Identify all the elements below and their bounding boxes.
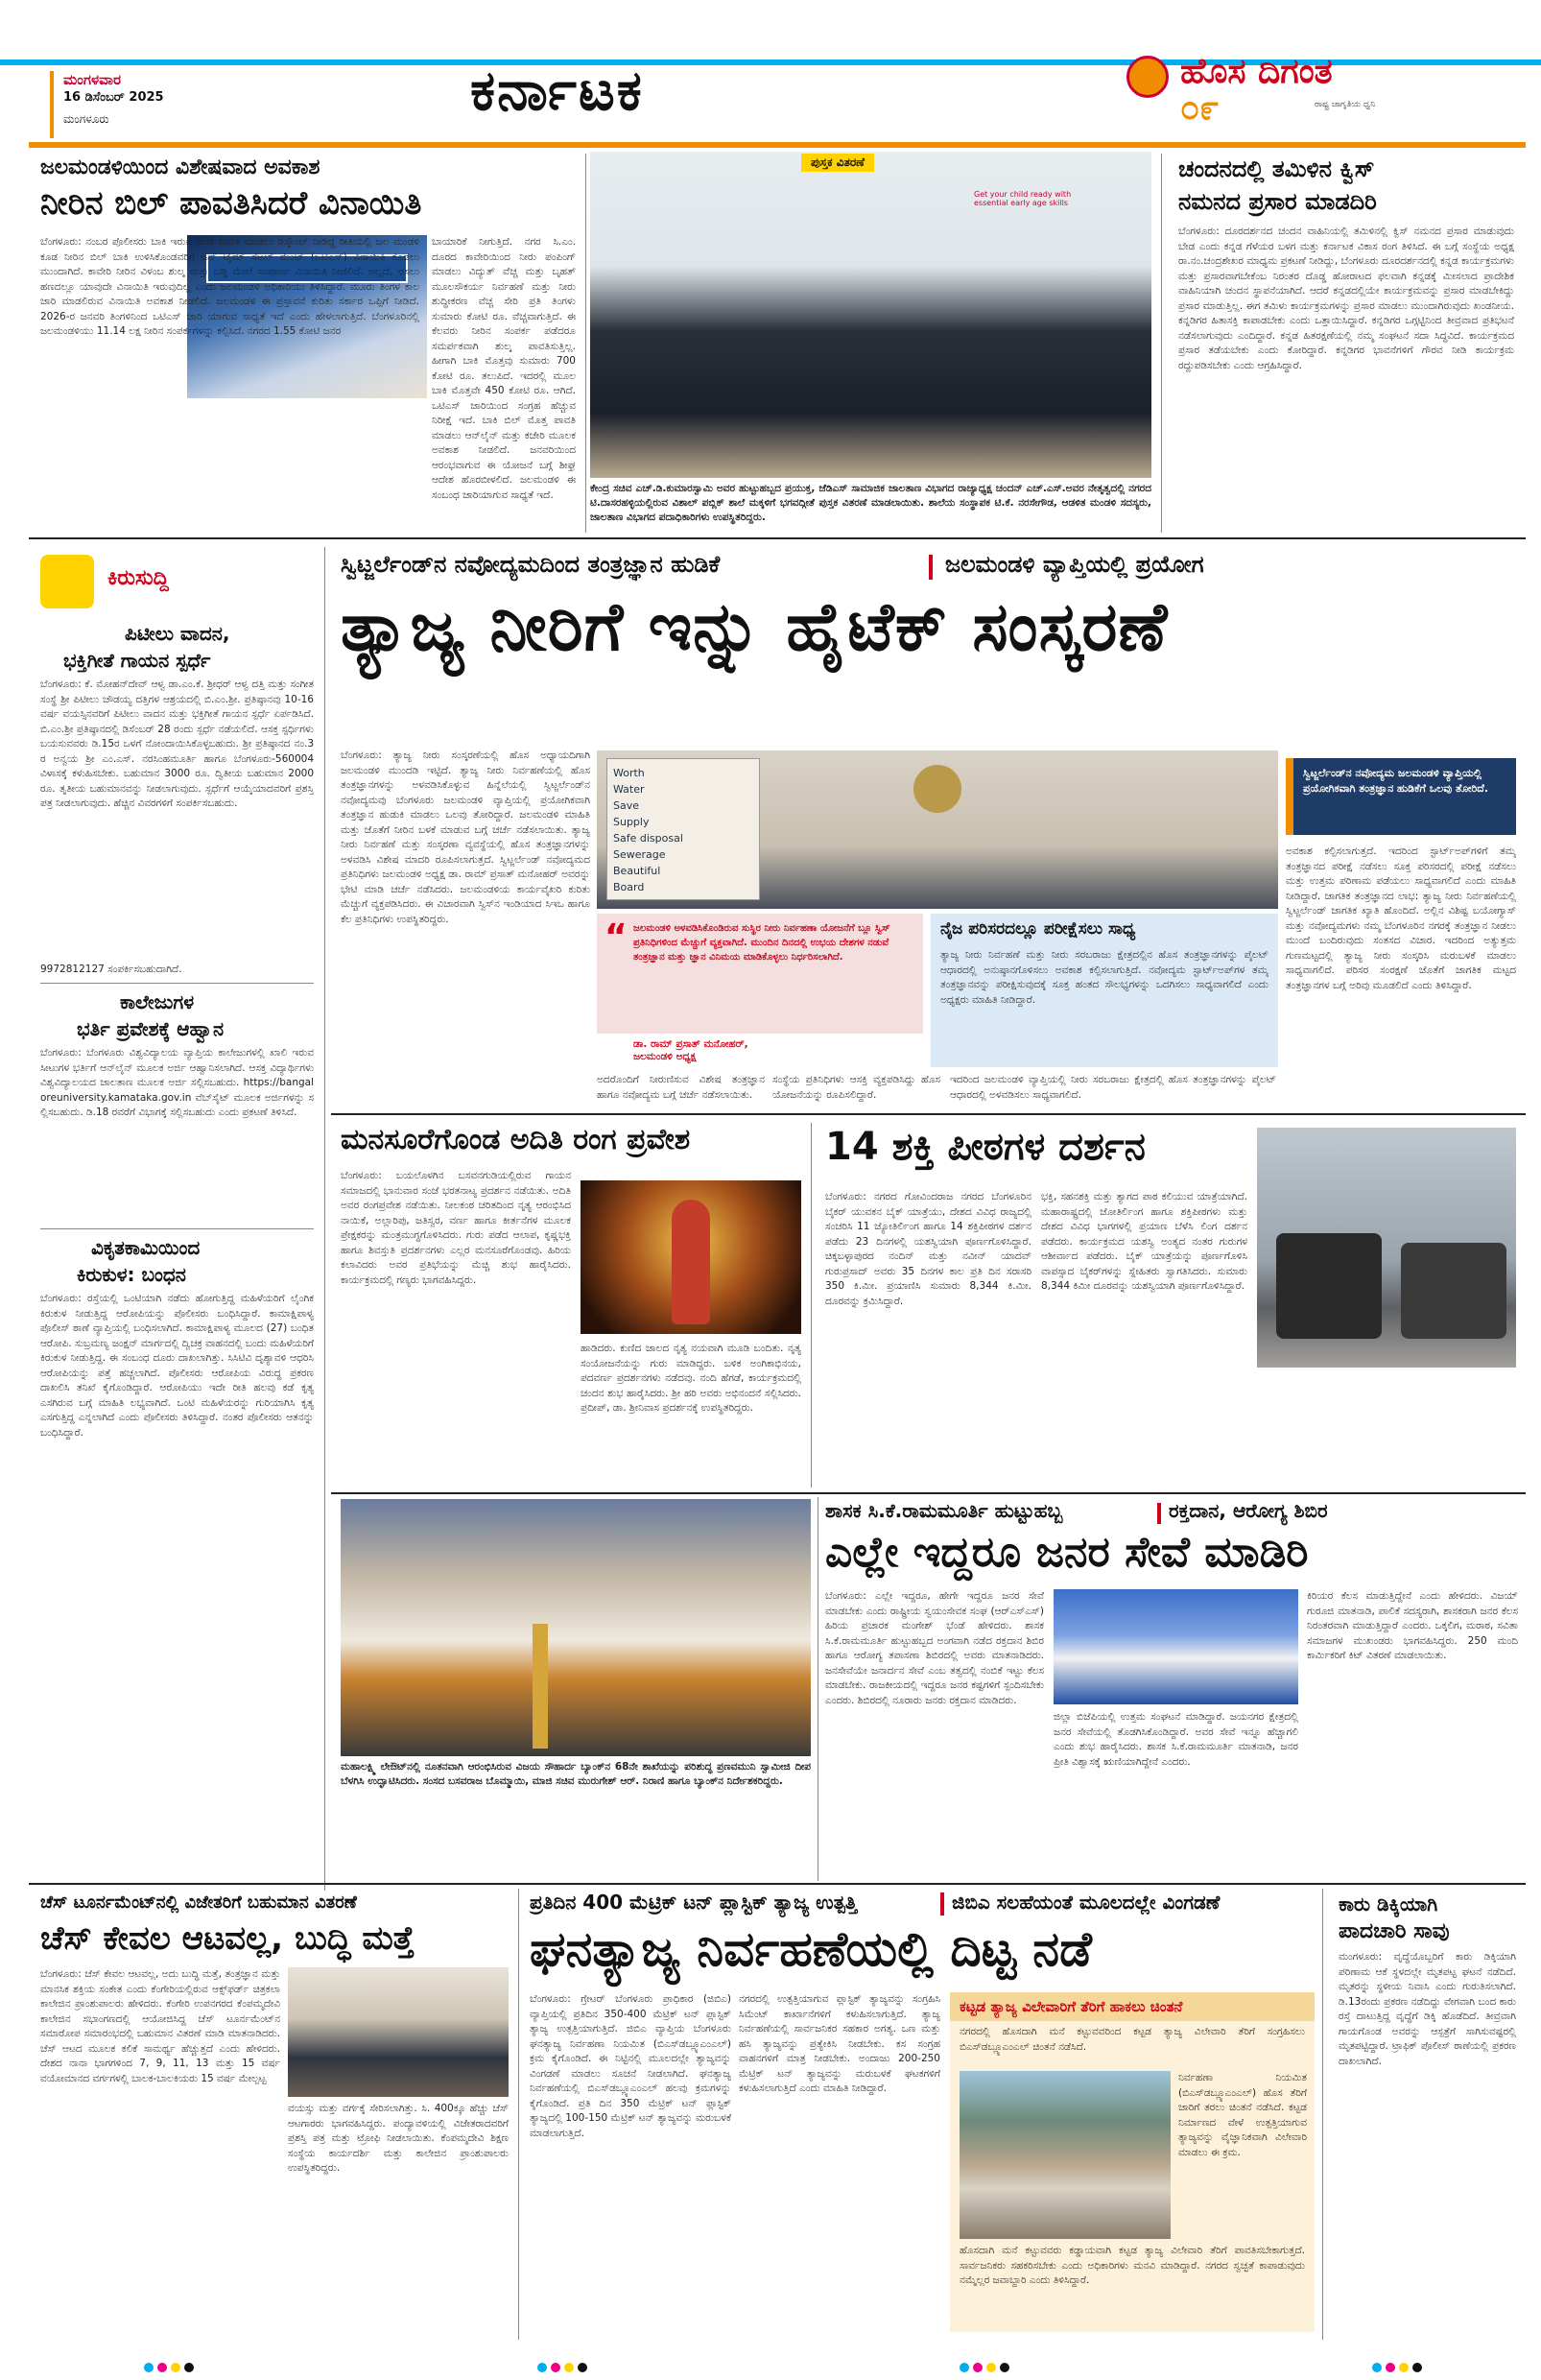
hitech-col1: ಬೆಂಗಳೂರು: ತ್ಯಾಜ್ಯ ನೀರು ಸಂಸ್ಕರಣೆಯಲ್ಲಿ ಹೊಸ ಅಧ್ಯಾಯದಿಗಾಗಿ ಜಲಮಂಡಳಿ ಮುಂದಡಿ ಇಟ್ಟಿದೆ. ತ್ಯಾಜ್ಯ ನೀರು ನಿರ್ವಹಣೆಯಲ್ಲಿ ಹೊಸ ತಂತ್ರಜ್ಞಾನಗಳನ್ನು ಅಳವಡಿಸಿಕೊಳ್ಳುವ ಹಿನ್ನೆಲೆಯಲ್ಲಿ ಸ್ವಿಟ್ಜರ್ಲೆಂಡ್‌ನ ನವೋದ್ಯಮವು ಬೆಂಗಳೂರು ಜಲಮಂಡಳಿ ವ್ಯಾಪ್ತಿಯಲ್ಲಿ ಪ್ರಯೋಗಿಕವಾಗಿ ತಂತ್ರಜ್ಞಾನ ಹುಡುಕಿ ಮಾಡಲು ಒಲವು ತೋರಿದ್ದಾರೆ. ಜಲಮಂಡಳಿ ಮಾಹಿತಿ ಮತ್ತು ಜೊತೆಗೆ ನೀರಿನ ಬಳಕೆ ಮಾಡುವ ಬಗ್ಗೆ ಚರ್ಚೆ ನಡೆಸಲಾಯಿತು. ತ್ಯಾಜ್ಯ ನೀರು ನಿರ್ವಹಣೆ ಮತ್ತು ಸಂಸ್ಕರಣಾ ವ್ಯವಸ್ಥೆಯಲ್ಲಿ ಹೊಸ ತಂತ್ರಜ್ಞಾನಗಳನ್ನು ಅಳವಡಿಸಿ ವಿಶೇಷ ಮಾದರಿ ರೂಪಿಸಲಾಗುತ್ತದೆ. ಸ್ವಿಟ್ಜರ್ಲೆಂಡ್ ನವೋದ್ಯಮದ ಪ್ರತಿನಿಧಿಗಳು ಜಲಮಂಡಳಿ ಅಧ್ಯಕ್ಷ ಡಾ. ರಾಮ್ ಪ್ರಸಾತ್ ಮನೋಹರ್ ಅವರನ್ನು ಭೇಟಿ ಮಾಡಿ ಚರ್ಚೆ ನಡೆಸಿದರು. ಜಲಮಂಡಳಿಯ ಕಾರ್ಯವೈಖರಿ ಕುರಿತು ಮೆಚ್ಚುಗೆ ವ್ಯಕ್ತಪಡಿಸಿದರು. ಈ ವಿಚಾರವಾಗಿ ಸ್ವಿಸ್‌ನ ಇಂಡಿಯಾದ ಸಿಇಒ ಹಾಗೂ ಕೆಲ ಪ್ರತಿನಿಧಿಗಳು ಉಪಸ್ಥಿತರಿದ್ದರು. [341, 750, 590, 925]
hitech-bottom-1: ಅದರೊಂದಿಗೆ ನೀರುಣಿಸುವ ವಿಶೇಷ ತಂತ್ರಜ್ಞಾನ ಹಾಗೂ ನವೋದ್ಯಮ ಬಗ್ಗೆ ಚರ್ಚೆ ನಡೆಸಲಾಯಿತು. [597, 1074, 765, 1101]
blood-donation-photo [1054, 1589, 1298, 1704]
section-rule [29, 1883, 1526, 1885]
col-divider [585, 154, 586, 533]
quote-text: ಜಲಮಂಡಳಿ ಅಳವಡಿಸಿಕೊಂಡಿರುವ ಸುಸ್ಥಿರ ನೀರು ನಿರ್ವಹಣಾ ಯೋಜನೆಗೆ ಬ್ಲೂ ಸ್ವಿಸ್ ಪ್ರತಿನಿಧಿಗಳಿಂದ ಮೆಚ್ಚುಗೆ ವ್ಯಕ್ತವಾಗಿದೆ. ಮುಂದಿನ ದಿನದಲ್ಲಿ ಉಭಯ ದೇಶಗಳ ನಡುವೆ ತಂತ್ರಜ್ಞಾನ ಮತ್ತು ಜ್ಞಾನ ವಿನಿಮಯ ಮಾಡಿಕೊಳ್ಳಲು ನಿರ್ಧರಿಸಲಾಗಿದೆ. [633, 923, 890, 963]
brand-tagline: ರಾಷ್ಟ್ರ ಜಾಗೃತಿಯ ಧ್ವನಿ [1315, 100, 1376, 109]
aditi-headline: ಮನಸೂರೆಗೊಂಡ ಅದಿತಿ ರಂಗ ಪ್ರವೇಶ [341, 1123, 691, 1156]
brand-logo [1123, 50, 1497, 128]
kirusuddi-label: ಕಿರುಸುದ್ದಿ [107, 566, 169, 590]
garbage-dump-photo [960, 2071, 1171, 2239]
kiru-1-phone: 9972812127 ಸಂಪರ್ಕಿಸಬಹುದಾಗಿದೆ. [40, 964, 182, 975]
waste-tax-box [950, 1992, 1315, 2332]
lamp-icon [1126, 56, 1169, 98]
motorcycle-2 [1401, 1243, 1506, 1339]
book-distribution-photo [590, 152, 1151, 478]
hitech-kicker-2: ಜಲಮಂಡಳಿ ವ್ಯಾಪ್ತಿಯಲ್ಲಿ ಪ್ರಯೋಗ [945, 551, 1204, 578]
header-day: ಮಂಗಳವಾರ [63, 71, 122, 88]
hitech-meeting-photo [597, 750, 1278, 909]
water-bill-headline: ನೀರಿನ ಬಿಲ್ ಪಾವತಿಸಿದರೆ ವಿನಾಯಿತಿ [40, 184, 422, 223]
aditi-col2: ಹಾಡಿದರು. ಕುಣಿದ ಜಾಲದ ನೃತ್ಯ ನಯವಾಗಿ ಮೂಡಿ ಬಂದಿತು. ನೃತ್ಯ ಸಂಯೋಜನೆಯನ್ನು ಗುರು ಮಾಡಿದ್ದರು. ಬಳಿಕ ಅಂಗಿಕಾಭಿನಯ, ಪದವರ್ಣ ಪ್ರದರ್ಶನಗಳು ನಡೆದವು. ನಂದಿ ಹೆಗಡೆ, ಕಾರ್ಯಕ್ರಮದಲ್ಲಿ ಚಂದನ ಶುಭ ಹಾರೈಸಿದರು. ಶ್ರೀ ಹರಿ ಅವರು ಅಭಿನಂದನೆ ಸಲ್ಲಿಸಿದರು. ಪ್ರದೀಪ್, ಡಾ. ಶ್ರೀನಿವಾಸ ಪ್ರದರ್ಶನಕ್ಕೆ ಉಪಸ್ಥಿತರಿದ್ದರು. [581, 1343, 801, 1414]
car-body: ಮಂಗಳೂರು: ವೃದ್ಧೆಯೊಬ್ಬರಿಗೆ ಕಾರು ಡಿಕ್ಕಿಯಾಗಿ ಪರಿಣಾಮ ಆಕೆ ಸ್ಥಳದಲ್ಲೇ ಮೃತಪಟ್ಟ ಘಟನೆ ನಡೆದಿದೆ. ಮೃತರನ್ನು ಸ್ಥಳೀಯ ನಿವಾಸಿ ಎಂದು ಗುರುತಿಸಲಾಗಿದೆ. ಡಿ.13ರಂದು ಪ್ರಕರಣ ನಡೆದಿದ್ದು ವೇಗವಾಗಿ ಬಂದ ಕಾರು ರಸ್ತೆ ದಾಟುತ್ತಿದ್ದ ವೃದ್ಧೆಗೆ ಡಿಕ್ಕಿ ಹೊಡೆದಿದೆ. ತೀವ್ರವಾಗಿ ಗಾಯಗೊಂಡ ಅವರನ್ನು ಆಸ್ಪತ್ರೆಗೆ ಸಾಗಿಸುವಷ್ಟರಲ್ಲಿ ಮೃತಪಟ್ಟಿದ್ದಾರೆ. ಟ್ರಾಫಿಕ್ ಪೊಲೀಸ್ ಠಾಣೆಯಲ್ಲಿ ಪ್ರಕರಣ ದಾಖಲಾಗಿದೆ. [1339, 1951, 1516, 2067]
ram-headline: ಎಲ್ಲೇ ಇದ್ದರೂ ಜನರ ಸೇವೆ ಮಾಡಿರಿ [825, 1528, 1309, 1577]
registration-marks-center-right [960, 2363, 1009, 2372]
hitech-kicker-1: ಸ್ವಿಟ್ಜರ್ಲೆಂಡ್‌ನ ನವೋದ್ಯಮದಿಂದ ತಂತ್ರಜ್ಞಾನ ಹುಡಿಕೆ [341, 551, 721, 578]
lamp-stand [533, 1624, 548, 1749]
aditi-col1: ಬೆಂಗಳೂರು: ಬಯಲೊಳಗಿನ ಬಸವನಗುಡಿಯಲ್ಲಿರುವ ಗಾಯನ ಸಮಾಜದಲ್ಲಿ ಭಾನುವಾರ ಸಂಜೆ ಭರತನಾಟ್ಯ ಪ್ರದರ್ಶನ ನಡೆಯಿತು. ಅದಿತಿ ಅವರ ರಂಗಪ್ರವೇಶ ನಡೆಯಿತು. ನೀಲಕಂಠ ಚರಿತದಿಂದ ನೃತ್ಯ ಆರಂಭಿಸಿದ ನಾಯಿಕೆ, ಅಲ್ಲಾರಿಪು, ಜತಿಸ್ವರ, ವರ್ಣ ಹಾಗೂ ಕೀರ್ತನೆಗಳ ಮೂಲಕ ಪ್ರೇಕ್ಷಕರನ್ನು ಮಂತ್ರಮುಗ್ಧಗೊಳಿಸಿದರು. ಗುರು ಪಡೆದ ಆಲಾಪ, ಕೃಷ್ಣಭಕ್ತಿ ಹಾಗೂ ಶಿವಸ್ತುತಿ ಪ್ರದರ್ಶನಗಳು ಎಲ್ಲರ ಮನಸೂರೆಗೊಂಡವು. ಹಿರಿಯ ಕಲಾವಿದರು ಅವರ ಪ್ರತಿಭೆಯನ್ನು ಮೆಚ್ಚಿ ಶುಭ ಹಾರೈಸಿದರು. ಕಾರ್ಯಕ್ರಮದಲ್ಲಿ ಗಣ್ಯರು ಭಾಗವಹಿಸಿದ್ದರು. [341, 1170, 571, 1286]
registration-marks-right [1372, 2363, 1422, 2372]
kicker-separator [929, 555, 933, 580]
kiru-1-body: ಬೆಂಗಳೂರು: ಕೆ. ಮೋಹನ್‌ದೇವ್ ಆಳ್ವ ಡಾ.ಎಂ.ಕೆ. ಶ್ರೀಧರ್ ಆಳ್ವ ದತ್ತಿ ಮತ್ತು ಸಂಗೀತ ಸಂಸ್ಥೆ ಶ್ರೀ ಪಿಟೀಲು ಚೌಡಯ್ಯ ದತ್ತಿಗಳ ಆಶ್ರಯದಲ್ಲಿ ಬಿ.ಎಂ.ಶ್ರೀ. ಪ್ರತಿಷ್ಠಾನವು 10-16 ವರ್ಷ ವಯಸ್ಸಿನವರಿಗೆ ಪಿಟೀಲು ವಾದನ ಮತ್ತು ಭಕ್ತಿಗೀತೆ ಗಾಯನ ಸ್ಪರ್ಧೆ ಏರ್ಪಡಿಸಿದೆ. ಬಿ.ಎಂ.ಶ್ರೀ ಪ್ರತಿಷ್ಠಾನದಲ್ಲಿ ಡಿಸೆಂಬರ್ 28 ರಂದು ಸ್ಪರ್ಧೆ ನಡೆಯಲಿದೆ. ಆಸಕ್ತ ಸ್ಪರ್ಧಿಗಳು ಬಯಸುವವರು ಡಿ.15ರ ಒಳಗೆ ನೋಂದಾಯಿಸಿಕೊಳ್ಳಬಹುದು. ಶ್ರೀ ಪ್ರತಿಷ್ಠಾನದ ನಂ.3 ರ ಅನ್ವಯ ಶ್ರೀ ಎಂ.ಎಸ್. ನರಸಿಂಹಮೂರ್ತಿ ಹಾಗೂ ಬೆಂಗಳೂರು-560004 ವಿಳಾಸಕ್ಕೆ ಕಳುಹಿಸಬೇಕು. ಬಹುಮಾನ 3000 ರೂ. ದ್ವಿತೀಯ ಬಹುಮಾನ 2000 ರೂ. ತೃತೀಯ ಬಹುಮಾನವನ್ನು ನೀಡಲಾಗುವುದು. ಸ್ಪರ್ಧೆಗೆ ಆಯ್ಕೆಯಾದವರಿಗೆ ಪ್ರಶಸ್ತಿ ಪತ್ರ ನೀಡಲಾಗುವುದು. ಹೆಚ್ಚಿನ ವಿವರಗಳಿಗೆ ಸಂಪರ್ಕಿಸಬಹುದು. [40, 678, 314, 809]
chess-headline: ಚೆಸ್ ಕೇವಲ ಆಟವಲ್ಲ, ಬುದ್ಧಿ ಮತ್ತೆ [40, 1919, 415, 1958]
kiru-2-body: ಬೆಂಗಳೂರು: ಬೆಂಗಳೂರು ವಿಶ್ವವಿದ್ಯಾಲಯ ವ್ಯಾಪ್ತಿಯ ಕಾಲೇಜುಗಳಲ್ಲಿ ಖಾಲಿ ಇರುವ ಸೀಟುಗಳ ಭರ್ತಿಗೆ ಆನ್‌ಲೈನ್ ಮೂಲಕ ಅರ್ಜಿ ಆಹ್ವಾನಿಸಲಾಗಿದೆ. ಆಸಕ್ತ ವಿದ್ಯಾರ್ಥಿಗಳು ವಿಶ್ವವಿದ್ಯಾಲಯದ ಜಾಲತಾಣ ಮೂಲಕ ಅರ್ಜಿ ಸಲ್ಲಿಸಬಹುದು. https://bangaloreuniversity.kamataka.gov.in ವೆಬ್‌ಸೈಟ್ ಮೂಲಕ ಅರ್ಜಿಗಳನ್ನು ಸಲ್ಲಿಸಬಹುದು. ಡಿ.18 ರವರೆಗೆ ವಿಭಾಗಕ್ಕೆ ಸಲ್ಲಿಸಬಹುದು ಎಂದು ಪ್ರಕಟಣೆ ತಿಳಿಸಿದೆ. [40, 1047, 314, 1118]
chess-col1: ಬೆಂಗಳೂರು: ಚೆಸ್ ಕೇವಲ ಆಟವಲ್ಲ, ಅದು ಬುದ್ಧಿ ಮತ್ತೆ, ತಂತ್ರಜ್ಞಾನ ಮತ್ತು ಮಾನಸಿಕ ಶಕ್ತಿಯ ಸಂಕೇತ ಎಂದು ಕೆಂಗೇರಿಯಲ್ಲಿರುವ ಆಕ್ಸ್‌ಫರ್ಡ್ ಚಿತ್ರಕಲಾ ಕಾಲೇಜಿನ ಪ್ರಾಂಶುಪಾಲರು ಹೇಳಿದರು. ಕೆಂಗೇರಿ ಉಪನಗರದ ಕೆಂಪಮ್ಮದೇವಿ ಕಾಲೇಜಿನ ಸಭಾಂಗಣದಲ್ಲಿ ಆಯೋಜಿಸಿದ್ದ ಚೆಸ್ ಟೂರ್ನಮೆಂಟ್‌ನ ಸಮಾರೋಪ ಸಮಾರಂಭದಲ್ಲಿ ಬಹುಮಾನ ವಿತರಣೆ ಮಾಡಿ ಮಾತನಾಡಿದರು. ಚೆಸ್ ಆಟದ ಮೂಲಕ ಕಲಿಕೆ ಸಾಮರ್ಥ್ಯ ಹೆಚ್ಚುತ್ತದೆ ಎಂದು ಹೇಳಿದರು. ದೇಶದ ನಾನಾ ಭಾಗಗಳಿಂದ 7, 9, 11, 13 ಮತ್ತು 15 ವರ್ಷ ವಯೋಮಾನದ ವರ್ಗಗಳಲ್ಲಿ ಬಾಲಕ-ಬಾಲಕಿಯರು 15 ವರ್ಷ ಮೇಲ್ಪಟ್ಟ [40, 1968, 280, 2084]
dancer-figure [672, 1200, 710, 1324]
section-rule [331, 1113, 1526, 1115]
kiru-3-headline-2: ಕಿರುಕುಳ: ಬಂಧನ [77, 1263, 186, 1286]
col-divider [1161, 154, 1162, 533]
header-date: 16 ಡಿಸೆಂಬರ್ 2025 [63, 90, 164, 105]
dancer-photo [581, 1180, 801, 1334]
car-headline-1: ಕಾರು ಡಿಕ್ಕಿಯಾಗಿ [1339, 1892, 1438, 1916]
chess-kicker: ಚೆಸ್ ಟೂರ್ನಮೆಂಟ್‌ನಲ್ಲಿ ವಿಜೇತರಿಗೆ ಬಹುಮಾನ ವಿತರಣೆ [40, 1892, 357, 1913]
tax-box-side: ನಿರ್ವಹಣಾ ನಿಯಮಿತ (ಬಿಎಸ್‌ಡಬ್ಲ್ಯೂಎಂಎಲ್) ಹೊಸ ತೆರಿಗೆ ಜಾರಿಗೆ ತರಲು ಚಿಂತನೆ ನಡೆಸಿದೆ. ಕಟ್ಟಡ ನಿರ್ಮಾಣದ ವೇಳೆ ಉತ್ಪತ್ತಿಯಾಗುವ ತ್ಯಾಜ್ಯವನ್ನು ವೈಜ್ಞಾನಿಕವಾಗಿ ವಿಲೇವಾರಿ ಮಾಡಲು ಈ ಕ್ರಮ. [1178, 2072, 1307, 2158]
kiru-2-headline-1: ಕಾಲೇಜುಗಳ [120, 990, 195, 1013]
hitech-right-col: ಅವಕಾಶ ಕಲ್ಪಿಸಲಾಗುತ್ತದೆ. ಇದರಿಂದ ಸ್ಟಾರ್ಟ್‌ಅಪ್‌ಗಳಿಗೆ ತಮ್ಮ ತಂತ್ರಜ್ಞಾನದ ಪರೀಕ್ಷೆ ನಡೆಸಲು ಸೂಕ್ತ ಪರಿಸರದಲ್ಲಿ ಪರೀಕ್ಷೆ ನಡೆಸಲು ಮತ್ತು ಉತ್ತಮ ಪರಿಣಾಮ ಪಡೆಯಲು ಸಾಧ್ಯವಾಗಲಿದೆ ಎಂದು ಮಾಹಿತಿ ನೀಡಿದ್ದಾರೆ. ಜಾಗತಿಕ ತಂತ್ರಜ್ಞಾನದ ಲಾಭ: ತ್ಯಾಜ್ಯ ನೀರು ನಿರ್ವಹಣೆಯಲ್ಲಿ ಸ್ವಿಟ್ಜರ್ಲೆಂಡ್ ಜಾಗತಿಕ ಖ್ಯಾತಿ ಹೊಂದಿದೆ. ಅಲ್ಲಿನ ವಿಶಿಷ್ಟ ಬಯೋಗ್ಯಾಸ್ ಮತ್ತು ನವೋದ್ಯಮಗಳು ನಮ್ಮ ಬೆಂಗಳೂರಿನ ನಗರಕ್ಕೆ ತಂತ್ರಜ್ಞಾನ ನೀಡಲು ಮುಂದೆ ಬಂದಿರುವುದು ಸಂತಸದ ವಿಚಾರ. ಇದರಿಂದ ಅತ್ಯುತ್ತಮ ಗುಣಮಟ್ಟದಲ್ಲಿ ತ್ಯಾಜ್ಯ ನೀರು ಸಂಸ್ಕರಿಸಿ ಮರುಬಳಕೆ ಮಾಡಲು ಸಾಧ್ಯವಾಗಲಿದೆ. ಪರಿಸರ ಸಂರಕ್ಷಣೆ ಜೊತೆಗೆ ಜಾಗತಿಕ ಮಟ್ಟದ ತಂತ್ರಜ್ಞಾನಗಳ ಬಗ್ಗೆ ಅರಿವು ಮೂಡಲಿದೆ ಎಂದು ತಿಳಿಸಿದ್ದಾರೆ. [1286, 845, 1516, 991]
kicker-separator [1157, 1503, 1161, 1524]
registration-marks-center-left [537, 2363, 587, 2372]
brand-name: ಹೊಸ ದಿಗಂತ [1180, 52, 1333, 91]
bank-inauguration-photo [341, 1499, 811, 1756]
kiru-3-headline-1: ವಿಕೃತಕಾಮಿಯಿಂದ [91, 1236, 201, 1259]
section-rule [331, 1492, 1526, 1494]
tax-box-body: ನಗರದಲ್ಲಿ ಹೊಸದಾಗಿ ಮನೆ ಕಟ್ಟುವವರಿಂದ ಕಟ್ಟಡ ತ್ಯಾಜ್ಯ ವಿಲೇವಾರಿ ತೆರಿಗೆ ಸಂಗ್ರಹಿಸಲು ಬಿಎಸ್‌ಡಬ್ಲ್ಯೂಎಂಎಲ್ ಚಿಂತನೆ ನಡೆಸಿದೆ. [960, 2026, 1305, 2053]
kiru-divider [40, 1228, 314, 1229]
kiru-2-headline-2: ಭರ್ತಿ ಪ್ರವೇಶಕ್ಕೆ ಆಹ್ವಾನ [77, 1017, 225, 1040]
tax-box-bottom: ಹೊಸದಾಗಿ ಮನೆ ಕಟ್ಟುವವರು ಕಡ್ಡಾಯವಾಗಿ ಕಟ್ಟಡ ತ್ಯಾಜ್ಯ ವಿಲೇವಾರಿ ತೆರಿಗೆ ಪಾವತಿಸಬೇಕಾಗುತ್ತದೆ. ಸಾರ್ವಜನಿಕರು ಸಹಕರಿಸಬೇಕು ಎಂದು ಅಧಿಕಾರಿಗಳು ಮನವಿ ಮಾಡಿದ್ದಾರೆ. ನಗರದ ಸ್ವಚ್ಛತೆ ಕಾಪಾಡುವುದು ನಮ್ಮೆಲ್ಲರ ಜವಾಬ್ದಾರಿ ಎಂದು ತಿಳಿಸಿದ್ದಾರೆ. [960, 2245, 1305, 2286]
ram-col2: ಜಿಲ್ಲಾ ಬಿಜೆಪಿಯಲ್ಲಿ ಉತ್ತಮ ಸಂಘಟನೆ ಮಾಡಿದ್ದಾರೆ. ಜಯನಗರ ಕ್ಷೇತ್ರದಲ್ಲಿ ಜನರ ಸೇವೆಯಲ್ಲಿ ತೊಡಗಿಸಿಕೊಂಡಿದ್ದಾರೆ. ಅವರ ಸೇವೆ ಇನ್ನೂ ಹೆಚ್ಚಾಗಲಿ ಎಂದು ಶುಭ ಹಾರೈಸಿದರು. ಶಾಸಕ ಸಿ.ಕೆ.ರಾಮಮೂರ್ತಿ ಮಾತನಾಡಿ, ಜನರ ಪ್ರೀತಿ ವಿಶ್ವಾಸಕ್ಕೆ ಋಣಿಯಾಗಿದ್ದೇನೆ ಎಂದರು. [1054, 1711, 1298, 1768]
water-bill-col1: ಬೆಂಗಳೂರು: ನಂಬರ ಪೊಲೀಸರು ಬಾಕಿ ಇರುವ ದಂಡ ಪಾವತಿ ಮಾಡಲು ಡಿಸ್ಕೌಂಟ್ ನೀಡಿದ್ದ ರೀತಿಯಲ್ಲಿ ಜಲ ಮಂಡಳಿ ಕೂಡ ನೀರಿನ ಬಿಲ್ ಬಾಕಿ ಉಳಿಸಿಕೊಂಡವರಿಗೆ ಒನ್ ಟೈಮ್ ಸೆಟಲ್ ಮೆಂಟ್ (ಒಟಿಎಸ್) ವಿನಾಯಿತಿ ಕೊಡಲು ಮುಂದಾಗಿದೆ. ಕಾವೇರಿ ನೀರಿನ ವಿಳಂಬ ಶುಲ್ಕ ಮತ್ತು ಬಡ್ಡಿ ಮೇಲೆ ಸಂಪೂರ್ಣ ವಿನಾಯಿತಿ ನೀಡಲಿದೆ. ಅಲ್ಲದೆ, ಅಸಲು ಹಣದಲ್ಲೂ ಯಾವುದೇ ವಿನಾಯಿತಿ ಇರುವುದಿಲ್ಲ ಎಂದು ಜಲಮಂಡಳಿ ಅಧಿಕಾರಿಯು ತಿಳಿಸಿದ್ದಾರೆ. ಮೂರು ತಿಂಗಳ ಕಾಲ ಜಾರಿ ಮಾಡಲಿರುವ ವಿನಾಯಿತಿ ಅವಕಾಶ ನೀಡಲಿದೆ. ಜಲಮಂಡಳಿ ಈ ಪ್ರಸ್ತಾವನೆ ಕುರಿತು ಸರ್ಕಾರ ಒಪ್ಪಿಗೆ ನೀಡಿದೆ. 2026-ರ ಜನವರಿ ತಿಂಗಳಿನಿಂದ ಒಟಿಎಸ್ ಜಾರಿ ಯಾಗುವ ಸಾಧ್ಯತೆ ಇದೆ ಎಂದು ಹೇಳಲಾಗುತ್ತಿದೆ. ಬೆಂಗಳೂರಿನಲ್ಲಿ ಜಲಮಂಡಳಿಯು 11.14 ಲಕ್ಷ ನೀರಿನ ಸಂಪರ್ಕಗಳನ್ನು ಕಲ್ಪಿಸಿದೆ. ನಗರದ 1.55 ಕೋಟಿ ಜನರ [40, 236, 419, 337]
chess-col2: ವಯಸ್ಸು ಮತ್ತು ವರ್ಗಕ್ಕೆ ಸೇರಿಸಲಾಗಿತ್ತು. ಸಿ. 400ಕ್ಕೂ ಹೆಚ್ಚು ಚೆಸ್ ಆಟಗಾರರು ಭಾಗವಹಿಸಿದ್ದರು. ಪಂದ್ಯಾವಳಿಯಲ್ಲಿ ವಿಜೇತರಾದವರಿಗೆ ಪ್ರಶಸ್ತಿ ಪತ್ರ ಮತ್ತು ಟ್ರೋಫಿ ನೀಡಲಾಯಿತು. ಕೆಂಪಮ್ಮದೇವಿ ಶಿಕ್ಷಣ ಸಂಸ್ಥೆಯ ಕಾರ್ಯದರ್ಶಿ ಮತ್ತು ಕಾಲೇಜಿನ ಪ್ರಾಂಶುಪಾಲರು ಉಪಸ್ಥಿತರಿದ್ದರು. [288, 2103, 509, 2174]
kiru-1-headline-2: ಭಕ್ತಿಗೀತೆ ಗಾಯನ ಸ್ಪರ್ಧೆ [63, 649, 211, 672]
ram-kicker-1: ಶಾಸಕ ಸಿ.ಕೆ.ರಾಮಮೂರ್ತಿ ಹುಟ್ಟುಹಬ್ಬ [825, 1499, 1063, 1522]
hand-icon [40, 555, 94, 608]
header-city: ಮಂಗಳೂರು [63, 112, 109, 126]
header-underline [29, 142, 1526, 148]
col-divider [324, 547, 325, 1891]
tamil-headline-2: ನಮನದ ಪ್ರಸಾರ ಮಾಡದಿರಿ [1178, 188, 1377, 215]
quote-icon: “ [605, 917, 628, 957]
tamil-body: ಬೆಂಗಳೂರು: ದೂರದರ್ಶನದ ಚಂದನ ವಾಹಿನಿಯಲ್ಲಿ ತಮಿಳಿನಲ್ಲಿ ಕ್ವಿಸ್ ನಮನದ ಪ್ರಸಾರ ಮಾಡುವುದು ಬೇಡ ಎಂದು ಕನ್ನಡ ಗೆಳೆಯರ ಬಳಗ ಮತ್ತು ಕರ್ನಾಟಕ ವಿಕಾಸ ರಂಗ ತಿಳಿಸಿದೆ. ಈ ಬಗ್ಗೆ ಸಂಸ್ಥೆಯ ಅಧ್ಯಕ್ಷ ರಾ.ನಂ.ಚಂದ್ರಶೇಖರ ಮಾಧ್ಯಮ ಪ್ರಕಟಣೆ ನೀಡಿದ್ದು, ಬೆಂಗಳೂರು ದೂರದರ್ಶನದಲ್ಲಿ ಕನ್ನಡ ಕಾರ್ಯಕ್ರಮಗಳು ಮತ್ತು ಪ್ರಸಾರವಾಗಬೇಕೆಂಬ ನಿರಂತರ ದೊಡ್ಡ ಹೋರಾಟದ ಫಲವಾಗಿ ಕನ್ನಡಕ್ಕೆ ಮೀಸಲಾದ ಪ್ರಾದೇಶಿಕ ವಾಹಿನಿಯಾಗಿ ಚಂದನ ಸ್ಥಾಪನೆಯಾಗಿದೆ. ಆದರೆ ಕನ್ನಡದಲ್ಲಿಯೇ ಕಾರ್ಯಕ್ರಮವನ್ನು ಪ್ರಸಾರ ಮಾಡಬೇಕಿದ್ದು ಪ್ರಸಾರ ಮಾಡುತ್ತಿಲ್ಲ. ಈಗ ತಮಿಳು ಕಾರ್ಯಕ್ರಮಗಳನ್ನು ಪ್ರಸಾರ ಮಾಡಲು ಮುಂದಾಗಿರುವುದು ಖಂಡನೀಯ. ಕನ್ನಡಿಗರ ಹಿತಾಸಕ್ತಿ ಕಾಪಾಡಬೇಕು ಎಂದು ಒತ್ತಾಯಿಸಿದ್ದಾರೆ. ಕನ್ನಡಿಗರ ಒಗ್ಗಟ್ಟಿನಿಂದ ತೀವ್ರವಾದ ಪ್ರತಿಭಟನೆ ನಡೆಸಲಾಗುವುದು ಎಂದಿದ್ದಾರೆ. ಕನ್ನಡ ಹಿತರಕ್ಷಣೆಯಲ್ಲಿ ನಮ್ಮ ಸಂಘಟನೆ ಸದಾ ಸಿದ್ಧವಿದೆ. ಕಾರ್ಯಕ್ರಮದ ಪ್ರಸಾರ ತಡೆಯಬೇಕು ಎಂದು ಕೋರಿದ್ದಾರೆ. ಕನ್ನಡಿಗರ ಭಾವನೆಗಳಿಗೆ ಗೌರವ ನೀಡಿ ಕಾರ್ಯಕ್ರಮ ರದ್ದುಪಡಿಸಬೇಕು ಎಂದು ಆಗ್ರಹಿಸಿದ್ದಾರೆ. [1178, 226, 1514, 371]
kicker-separator [940, 1892, 944, 1916]
section-title: ಕರ್ನಾಟಕ [470, 58, 644, 123]
water-bill-col2: ಬಾಯಾರಿಕೆ ನೀಗುತ್ತಿದೆ. ನಗರ ಸಿ.ಎಂ. ದೂರದ ಕಾವೇರಿಯಿಂದ ನೀರು ಪಂಪಿಂಗ್ ಮಾಡಲು ವಿದ್ಯುತ್ ವೆಚ್ಚ ಮತ್ತು ಬೃಹತ್ ಮೂಲಸೌಕರ್ಯ ನಿರ್ವಹಣೆ ಮತ್ತು ನೀರು ಶುದ್ಧೀಕರಣ ವೆಚ್ಚ ಸೇರಿ ಪ್ರತಿ ತಿಂಗಳು ಸುಮಾರು ಕೋಟಿ ರೂ. ವೆಚ್ಚವಾಗುತ್ತಿದೆ. ಈ ಕೆಲವರು ನೀರಿನ ಸಂಪರ್ಕ ಪಡೆದರೂ ಸಮರ್ಪಕವಾಗಿ ಶುಲ್ಕ ಪಾವತಿಸುತ್ತಿಲ್ಲ. ಹೀಗಾಗಿ ಬಾಕಿ ಮೊತ್ತವು ಸುಮಾರು 700 ಕೋಟಿ ರೂ. ತಲುಪಿದೆ. ಇದರಲ್ಲಿ ಮೂಲ ಬಾಕಿ ಮೊತ್ತವೇ 450 ಕೋಟಿ ರೂ. ಆಗಿದೆ. ಒಟಿಎಸ್ ಜಾರಿಯಿಂದ ಸಂಗ್ರಹ ಹೆಚ್ಚುವ ನಿರೀಕ್ಷೆ ಇದೆ. ಬಾಕಿ ಬಿಲ್ ಮೊತ್ತ ಪಾವತಿ ಮಾಡಲು ಆನ್‌ಲೈನ್ ಮತ್ತು ಕಚೇರಿ ಮೂಲಕ ಅವಕಾಶ ನೀಡಲಿದೆ. ಜನವರಿಯಿಂದ ಆರಂಭವಾಗುವ ಈ ಯೋಜನೆ ಬಗ್ಗೆ ಶೀಘ್ರ ಆದೇಶ ಹೊರಬೀಳಲಿದೆ. ಜಲಮಂಡಳಿ ಈ ಸಂಬಂಧ ಜಾರಿಯಾಗುವ ಸಾಧ್ಯತೆ ಇದೆ. [432, 236, 576, 501]
banner-text: Get your child ready with essential early age skills [974, 190, 1072, 207]
hitech-quote-box [597, 914, 923, 1034]
quote-attribution: ಡಾ. ರಾಮ್ ಪ್ರಸಾತ್ ಮನೋಹರ್, ಜಲಮಂಡಳಿ ಅಧ್ಯಕ್ಷ [633, 1038, 748, 1062]
header-date-bar [50, 71, 54, 138]
section-rule [29, 537, 1526, 539]
board-logo: Worth Water Save Supply Safe disposal Sewerage Beautiful Board [606, 758, 760, 900]
sidebar-box-text: ಸ್ವಿಟ್ಜರ್ಲೆಂಡ್‌ನ ನವೋದ್ಯಮ ಜಲಮಂಡಳಿ ವ್ಯಾಪ್ತಿಯಲ್ಲಿ ಪ್ರಯೋಗಿಕವಾಗಿ ತಂತ್ರಜ್ಞಾನ ಹುಡಿಕೆಗೆ ಒಲವು ತೋರಿದೆ. [1303, 767, 1489, 795]
waste-headline: ಘನತ್ಯಾಜ್ಯ ನಿರ್ವಹಣೆಯಲ್ಲಿ ದಿಟ್ಟ ನಡೆ [530, 1921, 1092, 1977]
car-headline-2: ಪಾದಚಾರಿ ಸಾವು [1339, 1919, 1450, 1943]
shakti-col1: ಬೆಂಗಳೂರು: ನಗರದ ಗೋವಿಂದರಾಜ ನಗರದ ಬೆಂಗಳೂರಿನ ಬೈಕರ್ ಯುವಕನ ಬೈಕ್ ಯಾತ್ರೆಯು, ದೇಶದ ವಿವಿಧ ರಾಜ್ಯದಲ್ಲಿ ಸಂಚರಿಸಿ 11 ಜ್ಯೋತಿರ್ಲಿಂಗ ಹಾಗೂ 14 ಶಕ್ತಿಪೀಠಗಳ ದರ್ಶನ ಪಡೆದು 23 ದಿನಗಳಲ್ಲಿ ಯಶಸ್ವಿಯಾಗಿ ಪೂರ್ಣಗೊಳಿಸಿದ್ದಾರೆ. ಚಿಕ್ಕಬಳ್ಳಾಪುರದ ನಂದಿನ್ ಮತ್ತು ನವೀನ್ ಯಾದವ್ ಗುರುಪ್ರಸಾದ್ ಅವರು 35 ದಿನಗಳ ಕಾಲ ಪ್ರತಿ ದಿನ ಸರಾಸರಿ 350 ಕಿ.ಮೀ. ಪ್ರಯಾಣಿಸಿ ಸುಮಾರು 8,344 ಕಿ.ಮೀ. ದೂರವನ್ನು ಕ್ರಮಿಸಿದ್ದಾರೆ. [825, 1191, 1031, 1307]
motorcycle-1 [1276, 1233, 1382, 1339]
info-box-body: ತ್ಯಾಜ್ಯ ನೀರು ನಿರ್ವಹಣೆ ಮತ್ತು ನೀರು ಸರಬರಾಜು ಕ್ಷೇತ್ರದಲ್ಲಿನ ಹೊಸ ತಂತ್ರಜ್ಞಾನಗಳನ್ನು ಪೈಲಟ್ ಆಧಾರದಲ್ಲಿ ಅನುಷ್ಠಾನಗೊಳಿಸಲು ಅವಕಾಶ ಕಲ್ಪಿಸಲಾಗುತ್ತಿದೆ. ನವೋದ್ಯಮ ಸ್ಟಾರ್ಟ್‌ಅಪ್‌ಗಳ ತಮ್ಮ ತಂತ್ರಜ್ಞಾನವನ್ನು ಪರೀಕ್ಷಿಸುವುದಕ್ಕೆ ಸೂಕ್ತ ಹಂತದ ಸೌಲಭ್ಯಗಳನ್ನು ಒದಗಿಸಲು ಸಾಧ್ಯವಾಗಲಿದೆ ಎಂದು ಅಧ್ಯಕ್ಷರು ಮಾಹಿತಿ ನೀಡಿದ್ದಾರೆ. [940, 949, 1268, 1006]
registration-marks-left [144, 2363, 194, 2372]
hitech-headline: ತ್ಯಾಜ್ಯ ನೀರಿಗೆ ಇನ್ನು ಹೈಟೆಕ್ ಸಂಸ್ಕರಣೆ [341, 587, 1169, 666]
info-box-title: ನೈಜ ಪರಿಸರದಲ್ಲೂ ಪರೀಕ್ಷೆಸಲು ಸಾಧ್ಯ [940, 919, 1136, 939]
hitech-info-box [931, 914, 1278, 1067]
waste-col1: ಬೆಂಗಳೂರು: ಗ್ರೇಟರ್ ಬೆಂಗಳೂರು ಪ್ರಾಧಿಕಾರ (ಜಿಬಿಎ) ವ್ಯಾಪ್ತಿಯಲ್ಲಿ ಪ್ರತಿದಿನ 350-400 ಮೆಟ್ರಿಕ್ ಟನ್ ಪ್ಲಾಸ್ಟಿಕ್ ತ್ಯಾಜ್ಯ ಉತ್ಪತ್ತಿಯಾಗುತ್ತಿದೆ. ಜಿಬಿಎ ವ್ಯಾಪ್ತಿಯ ಬೆಂಗಳೂರು ಘನತ್ಯಾಜ್ಯ ನಿರ್ವಹಣಾ ನಿಯಮಿತ (ಬಿಎಸ್‌ಡಬ್ಲ್ಯೂಎಂಎಲ್) ಕ್ರಮ ಕೈಗೊಂಡಿದೆ. ಈ ನಿಟ್ಟಿನಲ್ಲಿ ಮೂಲದಲ್ಲೇ ತ್ಯಾಜ್ಯವನ್ನು ವಿಂಗಡಣೆ ಮಾಡಲು ಸೂಚನೆ ನೀಡಲಾಗಿದೆ. ಘನತ್ಯಾಜ್ಯ ನಿರ್ವಹಣೆಯಲ್ಲಿ ಬಿಎಸ್‌ಡಬ್ಲ್ಯೂಎಂಎಲ್ ಹಲವು ಕ್ರಮಗಳನ್ನು ಕೈಗೊಂಡಿದೆ. ಪ್ರತಿ ದಿನ 350 ಮೆಟ್ರಿಕ್ ಟನ್ ಪ್ಲಾಸ್ಟಿಕ್ ತ್ಯಾಜ್ಯದಲ್ಲಿ 100-150 ಮೆಟ್ರಿಕ್ ಟನ್ ತ್ಯಾಜ್ಯವನ್ನು ಮರುಬಳಕೆ ಮಾಡಲಾಗುತ್ತಿದೆ. [530, 1993, 731, 2139]
ram-col3: ಕಿರಿಯರ ಕೆಲಸ ಮಾಡುತ್ತಿದ್ದೇನೆ ಎಂದು ಹೇಳಿದರು. ವಿಜಯ್ ಗುರೂಜಿ ಮಾತನಾಡಿ, ಪಾಲಿಕೆ ಸದಸ್ಯರಾಗಿ, ಶಾಸಕರಾಗಿ ಜನರ ಕೆಲಸ ನಿರಂತರವಾಗಿ ಮಾಡುತ್ತಿದ್ದಾರೆ ಎಂದರು. ಒಕ್ಕಲಿಗ, ಮರಾಠ, ಸವಿತಾ ಸಮಾಜಗಳ ಮುಖಂಡರು ಭಾಗವಹಿಸಿದ್ದರು. 250 ಮಂದಿ ಕಾರ್ಮಿಕರಿಗೆ ಕಿಟ್ ವಿತರಣೆ ಮಾಡಲಾಯಿತು. [1307, 1590, 1518, 1661]
bikers-photo [1257, 1128, 1516, 1368]
ram-kicker-2: ರಕ್ತದಾನ, ಆರೋಗ್ಯ ಶಿಬಿರ [1169, 1499, 1328, 1522]
kiru-divider [40, 983, 314, 984]
shakti-col2: ಭಕ್ತಿ, ಸಹನಶಕ್ತಿ ಮತ್ತು ತ್ಯಾಗದ ಪಾಠ ಕಲಿಯುವ ಯಾತ್ರೆಯಾಗಿದೆ. ಮಹಾರಾಷ್ಟ್ರದಲ್ಲಿ ಜೋತಿರ್ಲಿಂಗ ಹಾಗೂ ಶಕ್ತಿಪೀಠಗಳು ಮತ್ತು ದೇಶದ ವಿವಿಧ ಭಾಗಗಳಲ್ಲಿ ಪ್ರಯಾಣ ಬೆಳೆಸಿ ಲಿಂಗ ದರ್ಶನ ಪಡೆದರು. ಕಾರ್ಯಕ್ರಮದ ಯಶಸ್ವಿ ಅಂತ್ಯದ ನಂತರ ಗುರುಗಳ ಆಶೀರ್ವಾದ ಪಡೆದರು. ಬೈಕ್ ಯಾತ್ರೆಯನ್ನು ಪೂರ್ಣಗೊಳಿಸಿ ವಾಪಸ್ಸಾದ ಬೈಕರ್‌ಗಳನ್ನು ಸ್ನೇಹಿತರು ಸ್ವಾಗತಿಸಿದರು. ಸುಮಾರು 8,344 ಕಿಮೀ ದೂರವನ್ನು ಯಶಸ್ವಿಯಾಗಿ ಪೂರ್ಣಗೊಳಿಸಿದ್ದಾರೆ. [1041, 1191, 1247, 1292]
bank-caption: ಮಹಾಲಕ್ಷ್ಮಿ ಲೇಔಟ್‌ನಲ್ಲಿ ನೂತನವಾಗಿ ಆರಂಭಿಸಿರುವ ವಿಜಯ ಸೌಹಾರ್ದ ಬ್ಯಾಂಕ್‌ನ 68ನೇ ಶಾಖೆಯನ್ನು ಪರಿಶುದ್ಧ ಪ್ರಣವಮುನಿ ಸ್ವಾಮೀಜಿ ದೀಪ ಬೆಳಗಿಸಿ ಉದ್ಘಾಟಿಸಿದರು. ಸಂಸದ ಬಸವರಾಜ ಬೊಮ್ಮಾಯಿ, ಮಾಜಿ ಸಚಿವ ಮುರುಗೇಶ್ ಆರ್. ನಿರಾಣಿ ಹಾಗೂ ಬ್ಯಾಂಕ್‌ನ ನಿರ್ದೇಶಕರಿದ್ದರು. [341, 1761, 811, 1787]
col-divider [811, 1123, 812, 1488]
shakti-headline: 14 ಶಕ್ತಿ ಪೀಠಗಳ ದರ್ಶನ [825, 1125, 1146, 1169]
page-number: ೦೯ [1180, 88, 1220, 128]
waste-kicker-2: ಜಿಬಿಎ ಸಲಹೆಯಂತೆ ಮೂಲದಲ್ಲೇ ವಿಂಗಡಣೆ [952, 1891, 1221, 1914]
hitech-bottom-2: ಸಂಸ್ಥೆಯ ಪ್ರತಿನಿಧಿಗಳು ಆಸಕ್ತಿ ವ್ಯಕ್ತಪಡಿಸಿದ್ದು ಹೊಸ ಯೋಜನೆಯನ್ನು ರೂಪಿಸಲಿದ್ದಾರೆ. [772, 1074, 940, 1101]
tamil-headline-1: ಚಂದನದಲ್ಲಿ ತಮಿಳಿನ ಕ್ವಿಸ್ [1178, 155, 1375, 182]
emblem-icon [913, 765, 961, 813]
hitech-sidebar-box [1286, 758, 1516, 835]
waste-col2: ನಗರದಲ್ಲಿ ಉತ್ಪತ್ತಿಯಾಗುವ ಪ್ಲಾಸ್ಟಿಕ್ ತ್ಯಾಜ್ಯವನ್ನು ಸಂಗ್ರಹಿಸಿ ಸಿಮೆಂಟ್ ಕಾರ್ಖಾನೆಗಳಿಗೆ ಕಳುಹಿಸಲಾಗುತ್ತಿದೆ. ತ್ಯಾಜ್ಯ ನಿರ್ವಹಣೆಯಲ್ಲಿ ಸಾರ್ವಜನಿಕರ ಸಹಕಾರ ಅಗತ್ಯ. ಒಣ ಮತ್ತು ಹಸಿ ತ್ಯಾಜ್ಯವನ್ನು ಪ್ರತ್ಯೇಕಿಸಿ ನೀಡಬೇಕು. ಕಸ ಸಂಗ್ರಹ ವಾಹನಗಳಿಗೆ ಮಾತ್ರ ನೀಡಬೇಕು. ಅಂದಾಜು 200-250 ಮೆಟ್ರಿಕ್ ಟನ್ ತ್ಯಾಜ್ಯವನ್ನು ಮರುಬಳಕೆ ಘಟಕಗಳಿಗೆ ಕಳುಹಿಸಲಾಗುತ್ತಿದೆ ಎಂದು ಮಾಹಿತಿ ನೀಡಿದ್ದಾರೆ. [739, 1993, 940, 2094]
chess-prize-photo [288, 1967, 509, 2097]
kiru-3-body: ಬೆಂಗಳೂರು: ರಸ್ತೆಯಲ್ಲಿ ಒಂಟಿಯಾಗಿ ನಡೆದು ಹೋಗುತ್ತಿದ್ದ ಮಹಿಳೆಯರಿಗೆ ಲೈಂಗಿಕ ಕಿರುಕುಳ ನೀಡುತ್ತಿದ್ದ ಆರೋಪಿಯನ್ನು ಪೊಲೀಸರು ಬಂಧಿಸಿದ್ದಾರೆ. ಕಾಮಾಕ್ಷಿಪಾಳ್ಯ ಪೊಲೀಸ್ ಠಾಣೆ ವ್ಯಾಪ್ತಿಯಲ್ಲಿ ಬಂಧಿಸಲಾಗಿದೆ. ಕಾಮಾಕ್ಷಿಪಾಳ್ಯ ಮೂಲದ (27) ಬಂಧಿತ ಆರೋಪಿ. ಸುಬ್ರಮಣ್ಯ ಜಂಕ್ಷನ್ ಮಾರ್ಗದಲ್ಲಿ ದ್ವಿಚಕ್ರ ವಾಹನದಲ್ಲಿ ಬಂದು ಮಹಿಳೆಯರಿಗೆ ಕಿರುಕುಳ ನೀಡುತ್ತಿದ್ದ. ಈ ಸಂಬಂಧ ದೂರು ದಾಖಲಾಗಿತ್ತು. ಸಿಸಿಟಿವಿ ದೃಶ್ಯಾವಳಿ ಆಧರಿಸಿ ಆರೋಪಿಯನ್ನು ಪತ್ತೆ ಹಚ್ಚಲಾಗಿದೆ. ಪೊಲೀಸರು ಆರೋಪಿಯ ವಿರುದ್ಧ ಪ್ರಕರಣ ದಾಖಲಿಸಿ ತನಿಖೆ ಕೈಗೊಂಡಿದ್ದಾರೆ. ಆರೋಪಿಯು ಇದೇ ರೀತಿ ಹಲವು ಕಡೆ ಕೃತ್ಯ ಎಸಗಿರುವ ಬಗ್ಗೆ ಮಾಹಿತಿ ಲಭ್ಯವಾಗಿದೆ. ಒಂಟಿ ಮಹಿಳೆಯರನ್ನು ಗುರಿಯಾಗಿಸಿ ಕೃತ್ಯ ಎಸಗುತ್ತಿದ್ದ ಎನ್ನಲಾಗಿದೆ ಎಂದು ಪೊಲೀಸರು ತಿಳಿಸಿದ್ದಾರೆ. ನಂತರ ಪೊಲೀಸರು ಆತನನ್ನು ಬಂಧಿಸಿದ್ದಾರೆ. [40, 1293, 314, 1439]
kiru-1-headline-1: ಪಿಟೀಲು ವಾದನ, [125, 622, 230, 645]
kirusuddi-header [40, 555, 314, 608]
hitech-bottom-3: ಇದರಿಂದ ಜಲಮಂಡಳಿ ವ್ಯಾಪ್ತಿಯಲ್ಲಿ ನೀರು ಸರಬರಾಜು ಕ್ಷೇತ್ರದಲ್ಲಿ ಹೊಸ ತಂತ್ರಜ್ಞಾನಗಳನ್ನು ಪೈಲಟ್ ಆಧಾರದಲ್ಲಿ ಅಳವಡಿಸಲು ಸಾಧ್ಯವಾಗಲಿದೆ. [950, 1074, 1276, 1101]
col-divider [518, 1889, 519, 2340]
ram-col1: ಬೆಂಗಳೂರು: ಎಲ್ಲೇ ಇದ್ದರೂ, ಹೇಗೇ ಇದ್ದರೂ ಜನರ ಸೇವೆ ಮಾಡಬೇಕು ಎಂದು ರಾಷ್ಟ್ರೀಯ ಸ್ವಯಂಸೇವಕ ಸಂಘ (ಆರ್‌ಎಸ್‌ಎಸ್) ಹಿರಿಯ ಪ್ರಚಾರಕ ಮಂಗೇಶ್ ಭೆಂಡೆ ಹೇಳಿದರು. ಶಾಸಕ ಸಿ.ಕೆ.ರಾಮಮೂರ್ತಿ ಹುಟ್ಟುಹಬ್ಬದ ಅಂಗವಾಗಿ ನಡೆದ ರಕ್ತದಾನ ಶಿಬಿರ ಹಾಗೂ ಆರೋಗ್ಯ ತಪಾಸಣಾ ಶಿಬಿರದಲ್ಲಿ ಅವರು ಮಾತನಾಡಿದರು. ಜನಸೇವೆಯೇ ಜನಾರ್ದನ ಸೇವೆ ಎಂಬ ತತ್ವದಲ್ಲಿ ನಂಬಿಕೆ ಇಟ್ಟು ಕೆಲಸ ಮಾಡಬೇಕು. ರಾಜಕೀಯದಲ್ಲಿ ಇದ್ದರೂ ಜನರ ಕಷ್ಟಗಳಿಗೆ ಸ್ಪಂದಿಸಬೇಕು ಎಂದರು. ಶಿಬಿರದಲ್ಲಿ ನೂರಾರು ಜನರು ರಕ್ತದಾನ ಮಾಡಿದರು. [825, 1590, 1044, 1706]
water-bill-kicker: ಜಲಮಂಡಳಿಯಿಂದ ವಿಶೇಷವಾದ ಅವಕಾಶ [40, 155, 320, 179]
book-badge: ಪುಸ್ತಕ ವಿತರಣೆ [801, 154, 874, 172]
col-divider [1322, 1889, 1323, 2340]
tax-box-title: ಕಟ್ಟಡ ತ್ಯಾಜ್ಯ ವಿಲೇವಾರಿಗೆ ತೆರಿಗೆ ಹಾಕಲು ಚಿಂತನೆ [950, 1992, 1315, 2021]
waste-kicker-1: ಪ್ರತಿದಿನ 400 ಮೆಟ್ರಿಕ್ ಟನ್ ಪ್ಲಾಸ್ಟಿಕ್ ತ್ಯಾಜ್ಯ ಉತ್ಪತ್ತಿ [530, 1891, 858, 1914]
book-caption: ಕೇಂದ್ರ ಸಚಿವ ಎಚ್.ಡಿ.ಕುಮಾರಸ್ವಾಮಿ ಅವರ ಹುಟ್ಟುಹಬ್ಬದ ಪ್ರಯುಕ್ತ, ಜೆಡಿಎಸ್ ಸಾಮಾಜಿಕ ಜಾಲತಾಣ ವಿಭಾಗದ ರಾಜ್ಯಾಧ್ಯಕ್ಷ ಚಂದನ್ ಎಚ್.ಎಸ್.ಅವರ ನೇತೃತ್ವದಲ್ಲಿ ನಗರದ ಟಿ.ದಾಸರಹಳ್ಳಿಯಲ್ಲಿರುವ ವಿಶಾಲ್ ಪಬ್ಲಿಕ್ ಶಾಲೆ ಮಕ್ಕಳಿಗೆ ಭಗವದ್ಗೀತೆ ಪುಸ್ತಕ ವಿತರಣೆ ಮಾಡಲಾಯಿತು. ಶಾಲೆಯ ಸಂಸ್ಥಾಪಕ ಟಿ.ಕೆ. ನರಸೇಗೌಡ, ಆಡಳಿತ ಮಂಡಳಿ ಸದಸ್ಯರು, ಜಾಲತಾಣ ವಿಭಾಗದ ಪದಾಧಿಕಾರಿಗಳು ಉಪಸ್ಥಿತರಿದ್ದರು. [590, 483, 1151, 523]
